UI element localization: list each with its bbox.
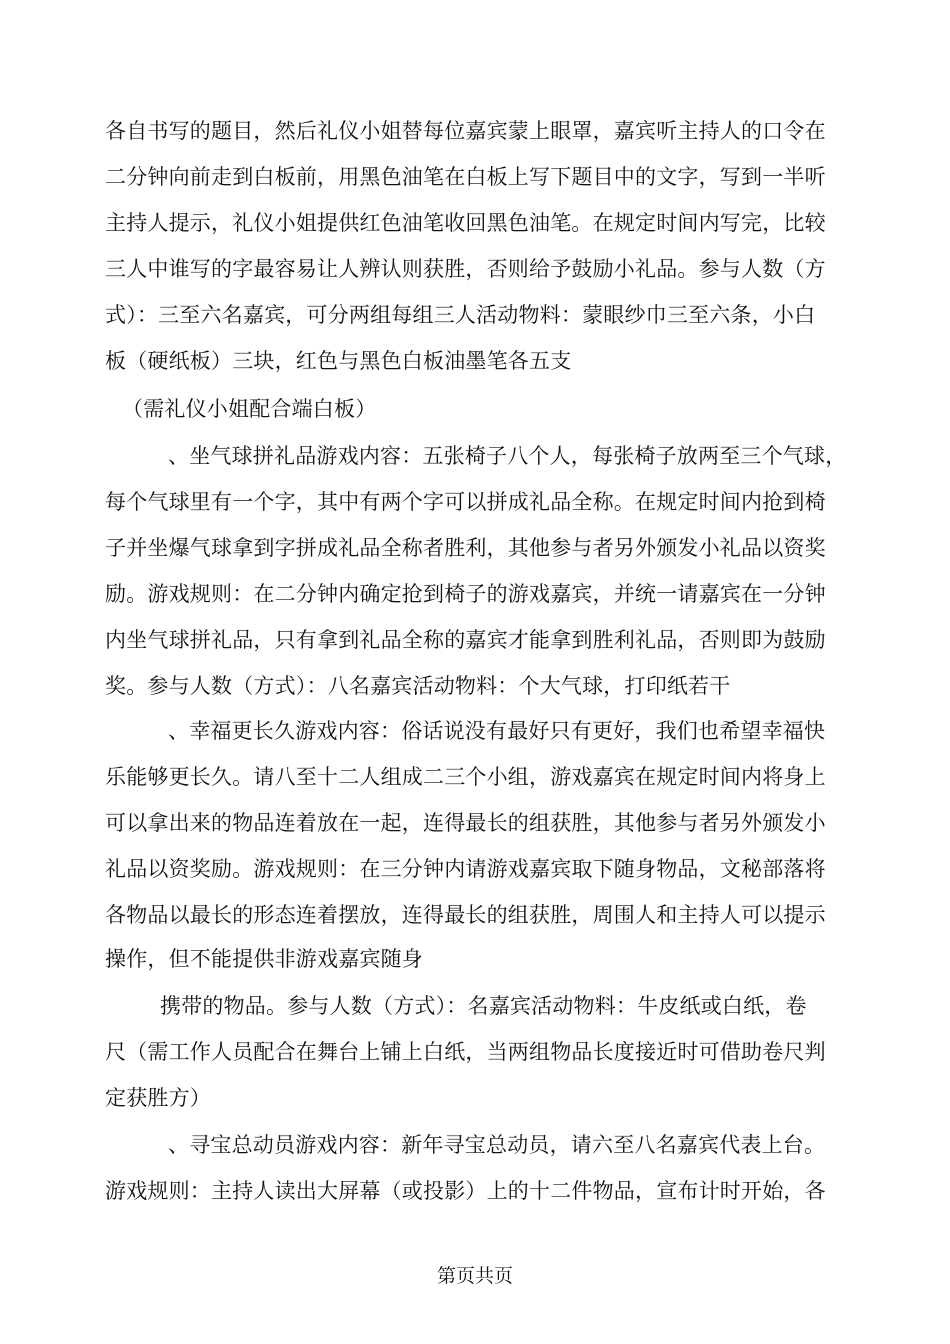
text-line: （需礼仪小姐配合端白板） xyxy=(122,397,377,421)
text-line: 内坐气球拼礼品，只有拿到礼品全称的嘉宾才能拿到胜利礼品，否则即为鼓励 xyxy=(105,628,826,652)
text-line: 励。游戏规则：在二分钟内确定抢到椅子的游戏嘉宾，并统一请嘉宾在一分钟 xyxy=(105,582,826,606)
text-line: 游戏规则：主持人读出大屏幕（或投影）上的十二件物品，宣布计时开始，各 xyxy=(105,1179,826,1203)
text-line: 定获胜方） xyxy=(105,1086,211,1110)
text-line: 三人中谁写的字最容易让人辨认则获胜，否则给予鼓励小礼品。参与人数（方 xyxy=(105,257,826,281)
text-line: 乐能够更长久。请八至十二人组成二三个小组，游戏嘉宾在规定时间内将身上 xyxy=(105,765,826,789)
text-line: 板（硬纸板）三块，红色与黑色白板油墨笔各五支 xyxy=(105,349,572,373)
text-line: 可以拿出来的物品连着放在一起，连得最长的组获胜，其他参与者另外颁发小 xyxy=(105,811,826,835)
text-line: 礼品以资奖励。游戏规则：在三分钟内请游戏嘉宾取下随身物品，文秘部落将 xyxy=(105,857,826,881)
text-line: 各自书写的题目，然后礼仪小姐替每位嘉宾蒙上眼罩，嘉宾听主持人的口令在 xyxy=(105,119,826,143)
page-footer: 第页共页 xyxy=(436,1265,513,1287)
text-line: 每个气球里有一个字，其中有两个字可以拼成礼品全称。在规定时间内抢到椅 xyxy=(105,490,826,514)
text-line: 尺（需工作人员配合在舞台上铺上白纸，当两组物品长度接近时可借助卷尺判 xyxy=(105,1040,826,1064)
text-line: 主持人提示，礼仪小姐提供红色油笔收回黑色油笔。在规定时间内写完，比较 xyxy=(105,211,826,235)
text-line: 操作，但不能提供非游戏嘉宾随身 xyxy=(105,947,423,971)
text-line: 二分钟向前走到白板前，用黑色油笔在白板上写下题目中的文字，写到一半听 xyxy=(105,165,826,189)
text-line: 、寻宝总动员游戏内容：新年寻宝总动员，请六至八名嘉宾代表上台。 xyxy=(168,1133,826,1157)
text-line: 各物品以最长的形态连着摆放，连得最长的组获胜，周围人和主持人可以提示 xyxy=(105,903,826,927)
text-line: 奖。参与人数（方式）：八名嘉宾活动物料：个大气球，打印纸若干 xyxy=(105,674,731,698)
text-line: 子并坐爆气球拿到字拼成礼品全称者胜利，其他参与者另外颁发小礼品以资奖 xyxy=(105,536,826,560)
text-line: 、坐气球拼礼品游戏内容：五张椅子八个人，每张椅子放两至三个气球， xyxy=(168,444,847,468)
text-line: 、幸福更长久游戏内容：俗话说没有最好只有更好，我们也希望幸福快 xyxy=(168,719,826,743)
text-line: 式）：三至六名嘉宾，可分两组每组三人活动物料：蒙眼纱巾三至六条，小白 xyxy=(105,303,816,327)
text-line: 携带的物品。参与人数（方式）：名嘉宾活动物料：牛皮纸或白纸，卷 xyxy=(160,994,807,1018)
